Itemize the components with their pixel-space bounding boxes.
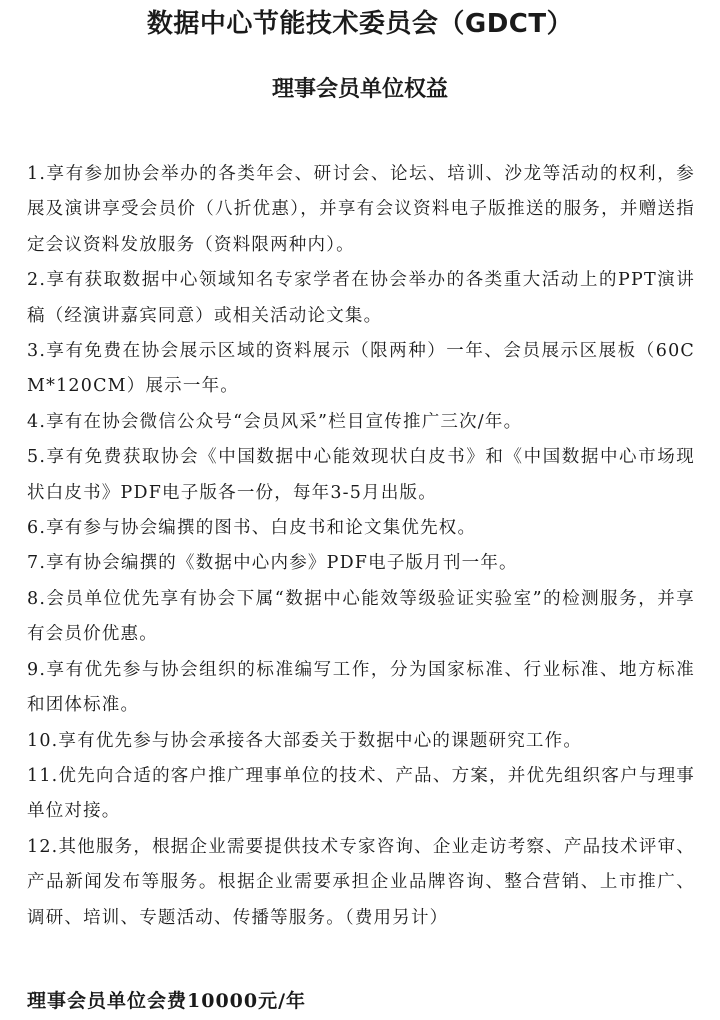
benefit-item-7: 7.享有协会编撰的《数据中心内参》PDF电子版月刊一年。 [27,553,518,574]
benefit-item-10: 10.享有优先参与协会承接各大部委关于数据中心的课题研究工作。 [27,730,583,751]
membership-fee: 理事会员单位会费10000元/年 [27,990,307,1012]
benefit-item-8: 8.会员单位优先享有协会下属“数据中心能效等级验证实验室”的检测服务，并享有会员价优惠。 [27,588,695,645]
benefit-item-2: 2.享有获取数据中心领域知名专家学者在协会举办的各类重大活动上的PPT演讲稿（经演讲嘉宾同意）或相关活动论文集。 [27,270,695,326]
document-subtitle: 理事会员单位权益 [271,77,448,102]
benefit-item-5: 5.享有免费获取协会《中国数据中心能效现状白皮书》和《中国数据中心市场现状白皮书》PDF电子版各一份，每年3-5月出版。 [27,447,695,503]
benefit-item-3: 3.享有免费在协会展示区域的资料展示（限两种）一年、会员展示区展板（60CM*120CM）展示一年。 [27,341,695,397]
document-title: 数据中心节能技术委员会（GDCT） [146,9,574,39]
benefit-item-6: 6.享有参与协会编撰的图书、白皮书和论文集优先权。 [27,518,477,539]
benefit-item-1: 1.享有参加协会举办的各类年会、研讨会、论坛、培训、沙龙等活动的权利，参展及演讲享受会员价（八折优惠），并享有会议资料电子版推送的服务，并赠送指定会议资料发放服务（资料限两种内）。 [27,164,695,255]
benefit-item-11: 11.优先向合适的客户推广理事单位的技术、产品、方案，并优先组织客户与理事单位对接。 [27,765,695,822]
benefit-item-9: 9.享有优先参与协会组织的标准编写工作，分为国家标准、行业标准、地方标准和团体标准。 [27,659,695,716]
benefits-list [27,157,695,936]
benefit-item-12: 12.其他服务，根据企业需要提供技术专家咨询、企业走访考察、产品技术评审、产品新闻发布等服务。根据企业需要承担企业品牌咨询、整合营销、上市推广、调研、培训、专题活动、传播等服务。（费用另计） [27,836,695,928]
benefit-item-4: 4.享有在协会微信公众号“会员风采”栏目宣传推广三次/年。 [27,411,523,432]
